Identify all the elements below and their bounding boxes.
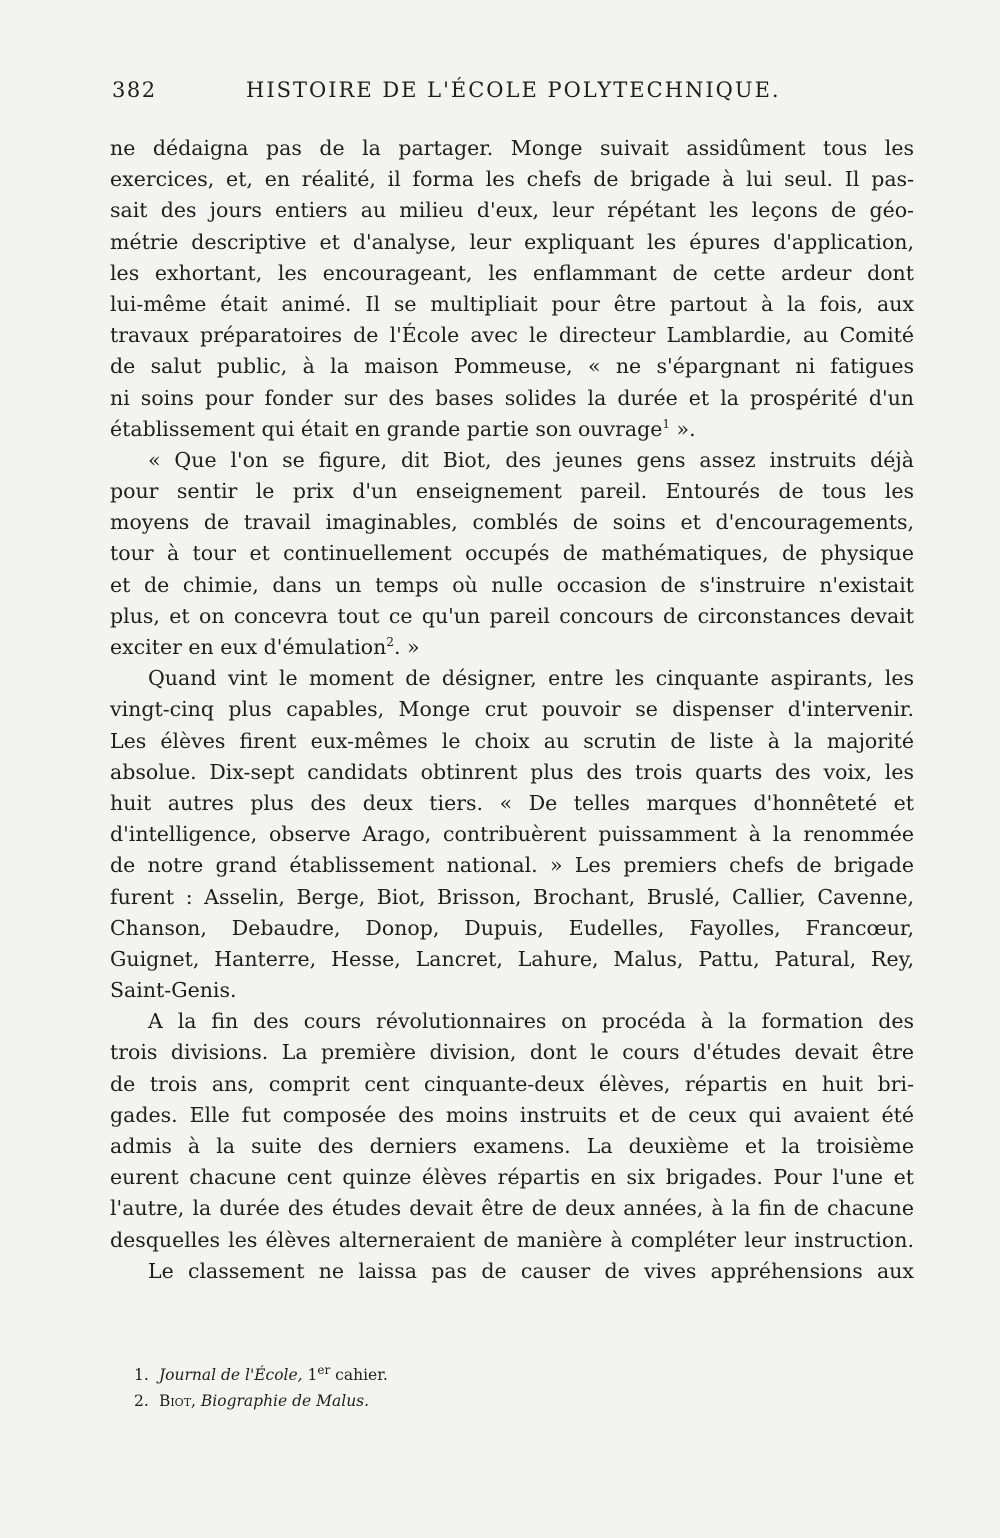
text-line [110,414,914,445]
line-text: exciter en eux d'émulation [110,635,387,659]
footnote-reference: 1 [662,416,671,431]
line-text: ne dédaigna pas de la partager. Monge suivait assidûment tous les [110,136,914,160]
line-text: Quand vint le moment de désigner, entre les cinquante aspirants, les [148,666,914,691]
line-text: eurent chacune cent quinze élèves répartis en six brigades. Pour l'une et [110,1165,914,1190]
footnote-number: 1. [134,1366,149,1384]
line-text: métrie descriptive et d'analyse, leur expliquant les épures d'application, [110,229,914,254]
text-line [110,663,914,694]
text-line [110,1006,914,1037]
line-text: absolue. Dix-sept candidats obtinrent plus des trois quarts des voix, les [110,759,914,784]
line-text: exercices, et, en réalité, il forma les chefs de brigade à lui seul. Il pas- [110,167,914,192]
line-text: pour sentir le prix d'un enseignement pareil. Entourés de tous les [110,479,914,504]
text-line [110,788,914,819]
line-text: les exhortant, les encourageant, les enflammant de cette ardeur dont [110,260,914,285]
line-text: et de chimie, dans un temps où nulle occasion de s'instruire n'existait [110,572,914,597]
footnote-title: Biographie de Malus. [195,1392,370,1410]
line-text-after: . » [393,635,420,659]
line-text-after: ». [670,416,696,441]
footnote [134,1388,834,1414]
text-line [110,445,914,476]
footnote-detail-superscript: er [317,1362,331,1377]
line-text: « Que l'on se figure, dit Biot, des jeunes gens assez instruits déjà [148,447,914,472]
footnote-author: Biot, [158,1392,196,1410]
text-line [110,1256,914,1287]
footnote-detail-after: cahier. [330,1366,388,1384]
page-number: 382 [112,78,157,102]
line-text: travaux préparatoires de l'École avec le directeur Lamblardie, au Comité [110,323,914,348]
line-text: desquelles les élèves alterneraient de manière à compléter leur instruction. [110,1227,914,1252]
text-line [110,164,914,195]
line-text: ni soins pour fonder sur des bases solides la durée et la prospérité d'un [110,385,914,410]
text-line [110,1037,914,1068]
line-text: de trois ans, comprit cent cinquante-deux élèves, répartis en huit bri- [110,1071,914,1096]
line-text: furent : Asselin, Berge, Biot, Brisson, Brochant, Bruslé, Callier, Cavenne, [110,884,914,909]
text-line [110,1225,914,1256]
line-text: Saint-Genis. [110,978,237,1003]
running-header [112,78,912,114]
text-line [110,632,914,663]
text-line [110,850,914,881]
text-line [110,227,914,258]
footnote-title: Journal de l'École, [158,1366,303,1384]
line-text: de salut public, à la maison Pommeuse, « ne s'épargnant ni fatigues [110,354,914,379]
footnotes [134,1362,834,1414]
text-line [110,507,914,538]
text-line [110,694,914,725]
text-line [110,1069,914,1100]
line-text: d'intelligence, observe Arago, contribuèrent puissamment à la renommée [110,822,914,847]
line-text: établissement qui était en grande partie son ouvrage [110,416,663,441]
footnote-detail: 1 [302,1366,318,1384]
line-text: plus, et on concevra tout ce qu'un pareil concours de circonstances devait [110,603,914,628]
line-text: huit autres plus des deux tiers. « De telles marques d'honnêteté et [110,790,914,815]
text-line [110,1131,914,1162]
line-text: lui-même était animé. Il se multipliait pour être partout à la fois, aux [110,291,914,316]
line-text: gades. Elle fut composée des moins instruits et de ceux qui avaient été [110,1102,914,1127]
text-line [110,726,914,757]
text-line [110,944,914,975]
text-line [110,320,914,351]
text-line [110,289,914,320]
line-text: l'autre, la durée des études devait être de deux années, à la fin de chacune [110,1196,914,1221]
line-text: trois divisions. La première division, dont le cours d'études devait être [110,1040,914,1065]
line-text: tour à tour et continuellement occupés de mathématiques, de physique [110,541,914,566]
text-line [110,601,914,632]
text-line [110,975,914,1006]
line-text: Les élèves firent eux-mêmes le choix au scrutin de liste à la majorité [110,728,914,753]
footnote-number: 2. [134,1392,149,1410]
line-text: Guignet, Hanterre, Hesse, Lancret, Lahure, Malus, Pattu, Patural, Rey, [110,946,914,971]
text-line [110,757,914,788]
footnote-reference: 2 [386,635,394,650]
text-line [110,258,914,289]
text-line [110,383,914,414]
line-text: A la fin des cours révolutionnaires on procéda à la formation des [148,1009,914,1034]
running-title: HISTOIRE DE L'ÉCOLE POLYTECHNIQUE. [246,78,781,102]
line-text: admis à la suite des derniers examens. La deuxième et la troisième [110,1134,914,1158]
line-text: vingt-cinq plus capables, Monge crut pouvoir se dispenser d'intervenir. [110,697,914,722]
line-text: sait des jours entiers au milieu d'eux, leur répétant les leçons de géo- [110,198,914,223]
text-line [110,195,914,226]
text-line [110,476,914,507]
text-line [110,913,914,944]
line-text: de notre grand établissement national. » Les premiers chefs de brigade [110,853,914,878]
text-line [110,1100,914,1131]
line-text: moyens de travail imaginables, comblés de soins et d'encouragements, [110,510,914,535]
text-line [110,819,914,850]
text-line [110,882,914,913]
line-text: Chanson, Debaudre, Donop, Dupuis, Eudelles, Fayolles, Francœur, [110,915,914,940]
text-line [110,133,914,164]
text-line [110,1193,914,1224]
text-line [110,351,914,382]
text-line [110,570,914,601]
line-text: Le classement ne laissa pas de causer de vives appréhensions aux [148,1258,914,1283]
text-line [110,1162,914,1193]
body-text [110,133,914,1287]
footnote [134,1362,834,1388]
text-line [110,538,914,569]
